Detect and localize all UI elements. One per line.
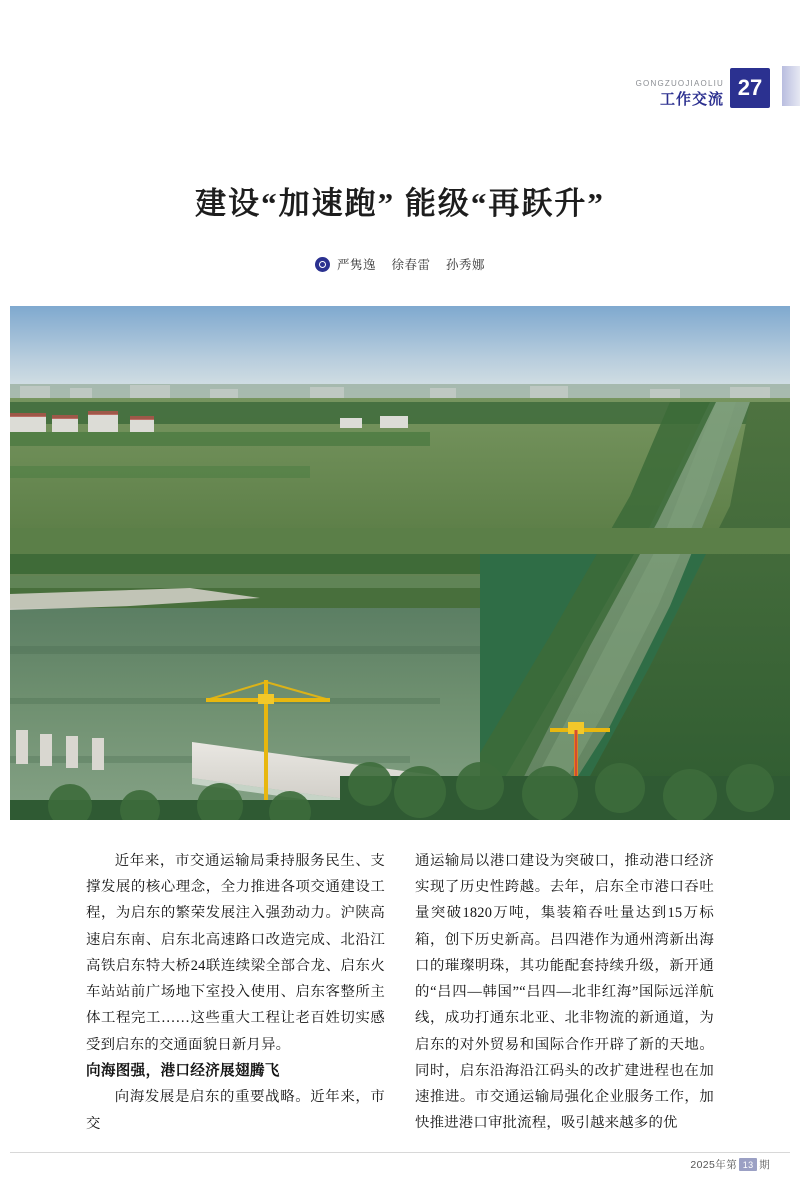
pen-circle-icon (315, 257, 330, 272)
page-number-badge: 27 (730, 68, 770, 108)
body-column-left (86, 848, 385, 1137)
article-photo (10, 306, 790, 820)
author-name: 严隽逸 (336, 258, 376, 272)
footer-issue-suffix: 期 (759, 1159, 770, 1171)
body-paragraph: 向海发展是启东的重要战略。近年来，市交 (86, 1089, 385, 1132)
header-section-block (636, 80, 724, 108)
byline-authors (337, 255, 485, 273)
footer-issue-label: 第 (726, 1159, 738, 1171)
header-section-title: 工作交流 (659, 90, 724, 108)
body-subheading: 向海图强，港口经济展翅腾飞 (86, 1062, 280, 1079)
article-body (86, 848, 714, 1137)
header-accent-bar (782, 66, 800, 106)
article-title: 建设“加速跑” 能级“再跃升” (195, 186, 605, 221)
author-name: 徐春雷 (391, 258, 431, 272)
body-paragraph: 近年来，市交通运输局秉持服务民生、支撑发展的核心理念，全力推进各项交通建设工程，为启东的繁荣发展注入强劲动力。沪陕高速启东南、启东北高速路口改造完成、北沿江高铁启东特大桥24联连续梁全部合龙、启东火车站站前广场地下室投入使用、启东客整所主体工程完工……这些重大工程让老百姓切实感受到启东的交通面貌日新月异。 (86, 853, 385, 1053)
byline (0, 255, 800, 273)
header-pinyin: GONGZUOJIAOLIU (635, 78, 724, 88)
photo-illustration (10, 306, 790, 820)
footer-divider (10, 1152, 790, 1153)
body-paragraph: 通运输局以港口建设为突破口，推动港口经济实现了历史性跨越。去年，启东全市港口吞吐量突破1820万吨，集装箱吞吐量达到15万标箱，创下历史新高。吕四港作为通州湾新出海口的璀璨明珠，其功能配套持续升级，新开通的“吕四—韩国”“吕四—北非红海”国际远洋航线，成功打通东北亚、北非物流的新通道，为启东的对外贸易和国际合作开辟了新的天地。同时，启东沿海沿江码头的改扩建进程也在加速推进。市交通运输局强化企业服务工作，加快推进港口审批流程，吸引越来越多的优 (415, 853, 714, 1132)
footer-issue-number: 13 (739, 1158, 757, 1171)
body-column-right (415, 848, 714, 1137)
author-name: 孙秀娜 (445, 258, 485, 272)
page-header (636, 66, 770, 108)
page-footer (690, 1157, 770, 1172)
footer-year: 2025年 (690, 1159, 727, 1171)
